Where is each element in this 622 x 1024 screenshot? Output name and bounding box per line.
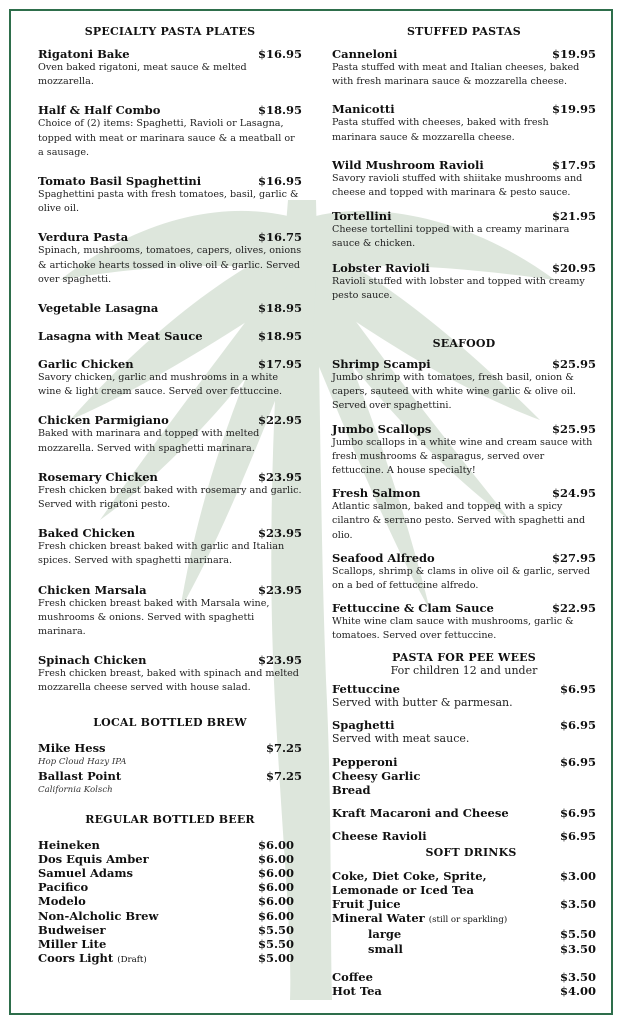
item-name: Spinach Chicken (38, 653, 147, 668)
item-name: Rigatoni Bake (38, 47, 130, 61)
section-title-local-brew: LOCAL BOTTLED BREW (93, 715, 247, 729)
item-description: Served with butter & parmesan. (332, 695, 513, 709)
beer-row (38, 951, 294, 967)
menu-item (332, 158, 596, 200)
item-name: Hot Tea (332, 984, 382, 999)
drink-row (332, 984, 596, 998)
item-price: $5.50 (257, 922, 294, 937)
item-description: Pasta stuffed with cheeses, baked with fresh marinara sauce & mozzarella cheese. (332, 117, 549, 143)
item-price: $6.95 (559, 717, 596, 732)
item-price: $3.00 (559, 868, 596, 883)
item-name: Coors Light (38, 951, 114, 966)
menu-item (38, 583, 302, 640)
item-description: Atlantic salmon, baked and topped with a spicy cilantro & serrano pesto. Served with spaghetti and olio. (332, 501, 586, 541)
item-description: Fresh chicken breast baked with Marsala wine, mushrooms & onions. Served with spaghetti marinara. (38, 597, 270, 638)
menu-item (38, 470, 302, 512)
drink-row (332, 883, 596, 897)
item-name: Heineken (38, 837, 100, 852)
item-description: White wine clam sauce with mushrooms, garlic & tomatoes. Served over fettuccine. (332, 616, 574, 642)
menu-item (38, 413, 302, 455)
item-name: Lemonade or Iced Tea (332, 882, 474, 897)
menu-item (332, 755, 596, 797)
section-subtitle: For children 12 and under (390, 663, 538, 677)
beer-row (38, 838, 294, 852)
drink-row (332, 970, 596, 984)
item-name: large (368, 927, 402, 942)
item-price: $23.95 (257, 469, 302, 484)
item-name: Canneloni (332, 47, 398, 61)
drink-row (332, 927, 596, 941)
left-column (38, 20, 302, 968)
menu-item (332, 486, 596, 543)
beer-row (38, 923, 294, 937)
item-price: $16.95 (257, 47, 302, 61)
item-name: Manicotti (332, 102, 395, 117)
menu-item (332, 357, 596, 414)
menu-item (38, 174, 302, 216)
item-description: Cheese tortellini topped with a creamy marinara sauce & chicken. (332, 224, 570, 250)
item-description: Fresh chicken breast baked with rosemary and garlic. Served with rigatoni pesto. (38, 484, 302, 511)
item-price: $18.95 (257, 329, 302, 344)
item-name: Kraft Macaroni and Cheese (332, 805, 509, 820)
menu-item (38, 103, 302, 160)
item-name: Dos Equis Amber (38, 851, 149, 866)
item-description: Served with meat sauce. (332, 731, 470, 745)
item-name: Verdura Pasta (38, 230, 129, 245)
item-price: $3.50 (559, 969, 596, 984)
item-description: Oven baked rigatoni, meat sauce & melted mozzarella. (38, 62, 247, 88)
item-price: $3.50 (559, 941, 596, 956)
item-price: $4.00 (559, 984, 596, 999)
item-price: $20.95 (551, 260, 596, 275)
item-price: $6.95 (559, 805, 596, 820)
item-name: small (368, 941, 403, 956)
item-name: Fruit Juice (332, 897, 401, 912)
item-price: $24.95 (551, 486, 596, 501)
item-price: $25.95 (551, 357, 596, 372)
item-name: Half & Half Combo (38, 103, 161, 118)
item-name: Rosemary Chicken (38, 469, 158, 484)
item-description: Fresh chicken breast, baked with spinach and melted mozzarella cheese served with house salad. (38, 668, 299, 694)
item-name: Mineral Water (332, 911, 425, 926)
item-name: Pepperoni Cheesy Garlic Bread (332, 754, 421, 797)
item-note: (still or sparkling) (428, 915, 508, 926)
menu-item (332, 806, 596, 820)
menu-item (38, 769, 302, 797)
item-price: $5.50 (559, 927, 596, 942)
menu-item (332, 47, 596, 89)
beer-row (38, 909, 294, 923)
item-style: Hop Cloud Hazy IPA (38, 756, 127, 767)
item-price: $7.25 (265, 768, 302, 783)
item-price: $23.95 (257, 582, 302, 597)
item-price: $21.95 (551, 209, 596, 224)
section-title-specialty: SPECIALTY PASTA PLATES (84, 25, 256, 38)
item-price: $5.00 (257, 951, 294, 966)
item-name: Lasagna with Meat Sauce (38, 329, 203, 344)
menu-item (38, 329, 302, 343)
menu-item (332, 551, 596, 593)
item-name: Fresh Salmon (332, 486, 421, 501)
menu-item (332, 209, 596, 251)
item-description: Ravioli stuffed with lobster and topped with creamy pesto sauce. (332, 275, 585, 301)
item-price: $27.95 (551, 550, 596, 565)
menu-item (38, 741, 302, 769)
menu-item (38, 230, 302, 287)
item-name: Fettuccine (332, 681, 400, 696)
item-price: $6.00 (257, 851, 294, 866)
menu-item (38, 526, 302, 568)
item-name: Cheese Ravioli (332, 828, 427, 843)
item-name: Chicken Parmigiano (38, 413, 169, 428)
section-title-stuffed: STUFFED PASTAS (407, 25, 521, 38)
item-description: Spinach, mushrooms, tomatoes, capers, olives, onions & artichoke hearts tossed in olive oil & garlic. Served over spaghetti. (38, 245, 302, 285)
beer-row (38, 852, 294, 866)
section-title-seafood: SEAFOOD (432, 337, 496, 351)
item-price: $6.00 (257, 837, 294, 852)
beer-row (38, 880, 294, 894)
item-name: Non-Alcholic Brew (38, 908, 159, 923)
item-description: Choice of (2) items: Spaghetti, Ravioli or Lasagna, topped with meat or marinara sauce & a meatball or a sausage. (38, 118, 295, 158)
menu-item (332, 718, 596, 746)
item-description: Savory chicken, garlic and mushrooms in a white wine & light cream sauce. Served over fettuccine. (38, 372, 283, 398)
item-name: Wild Mushroom Ravioli (332, 157, 484, 172)
beer-row (38, 894, 294, 908)
item-description: Scallops, shrimp & clams in olive oil & garlic, served on a bed of fettuccine alfredo. (332, 565, 590, 592)
item-price: $22.95 (257, 413, 302, 428)
section-title-soft-drinks: SOFT DRINKS (425, 845, 517, 859)
right-column (332, 20, 596, 998)
item-name: Tomato Basil Spaghettini (38, 174, 202, 189)
menu-item (332, 601, 596, 643)
menu-item (332, 102, 596, 144)
item-description: Spaghettini pasta with fresh tomatoes, basil, garlic & olive oil. (38, 189, 299, 215)
item-name: Samuel Adams (38, 866, 134, 881)
item-name: Mike Hess (38, 740, 106, 755)
item-price: $17.95 (257, 357, 302, 372)
item-price: $6.95 (559, 754, 596, 769)
menu-item (38, 357, 302, 399)
item-name: Spaghetti (332, 717, 395, 732)
item-price: $6.00 (257, 908, 294, 923)
item-description: Baked with marinara and topped with melted mozzarella. Served with spaghetti marinara. (38, 428, 260, 454)
menu-item (38, 301, 302, 315)
menu-item (38, 47, 302, 89)
beer-row (38, 866, 294, 880)
item-description: Fresh chicken breast baked with garlic and Italian spices. Served with spaghetti marinara. (38, 541, 285, 567)
item-price: $18.95 (257, 301, 302, 316)
item-price: $16.95 (257, 174, 302, 189)
drinks-list (332, 869, 596, 999)
item-price: $6.95 (559, 681, 596, 696)
item-price: $3.50 (559, 897, 596, 912)
beer-list (38, 838, 294, 968)
drink-row (332, 942, 596, 956)
item-description: Jumbo shrimp with tomatoes, fresh basil, onion & capers, sauteed with white wine garlic & olive oil. Served over spaghettini. (332, 372, 576, 412)
menu-item (332, 829, 596, 843)
item-name: Pacifico (38, 880, 89, 895)
drink-row (332, 897, 596, 911)
item-price: $19.95 (551, 47, 596, 61)
item-name: Chicken Marsala (38, 582, 147, 597)
menu-item (332, 422, 596, 479)
item-price: $18.95 (257, 103, 302, 118)
item-price: $6.00 (257, 866, 294, 881)
menu-item (332, 682, 596, 710)
item-price: $23.95 (257, 526, 302, 541)
item-name: Tortellini (332, 209, 392, 224)
item-name: Coffee (332, 969, 373, 984)
menu-item (332, 261, 596, 303)
item-description: Pasta stuffed with meat and Italian cheeses, baked with fresh marinara sauce & mozzarella cheese. (332, 62, 580, 88)
item-name: Shrimp Scampi (332, 357, 431, 372)
item-price: $16.75 (257, 230, 302, 245)
item-price: $6.00 (257, 894, 294, 909)
item-name: Budweiser (38, 922, 106, 937)
item-name: Ballast Point (38, 768, 122, 783)
item-note: (Draft) (117, 955, 147, 966)
item-name: Coke, Diet Coke, Sprite, (332, 868, 487, 883)
item-price: $25.95 (551, 421, 596, 436)
item-name: Baked Chicken (38, 526, 136, 541)
item-name: Jumbo Scallops (332, 421, 432, 436)
menu-item (38, 653, 302, 695)
item-description: Jumbo scallops in a white wine and cream sauce with fresh mushrooms & asparagus, served over fettuccine. A house specialty! (332, 436, 593, 477)
item-name: Fettuccine & Clam Sauce (332, 601, 494, 616)
drink-row (332, 911, 596, 927)
item-name: Seafood Alfredo (332, 550, 435, 565)
item-price: $22.95 (551, 601, 596, 616)
beer-row (38, 937, 294, 951)
item-price: $19.95 (551, 102, 596, 117)
item-price: $5.50 (257, 937, 294, 952)
item-price: $6.95 (559, 828, 596, 843)
item-price: $6.00 (257, 880, 294, 895)
item-price: $23.95 (257, 653, 302, 668)
item-name: Lobster Ravioli (332, 260, 430, 275)
item-name: Vegetable Lasagna (38, 301, 159, 316)
section-title-regular-beer: REGULAR BOTTLED BEER (85, 812, 255, 826)
item-price: $7.25 (265, 740, 302, 755)
item-name: Garlic Chicken (38, 357, 134, 372)
item-name: Miller Lite (38, 937, 107, 952)
section-title-pee-wees: PASTA FOR PEE WEES (392, 650, 536, 664)
item-price: $17.95 (551, 157, 596, 172)
item-description: Savory ravioli stuffed with shiitake mushrooms and cheese and topped with marinara & pesto sauce. (332, 172, 583, 199)
item-style: California Kolsch (38, 784, 113, 795)
item-name: Modelo (38, 894, 86, 909)
drink-row (332, 869, 596, 883)
